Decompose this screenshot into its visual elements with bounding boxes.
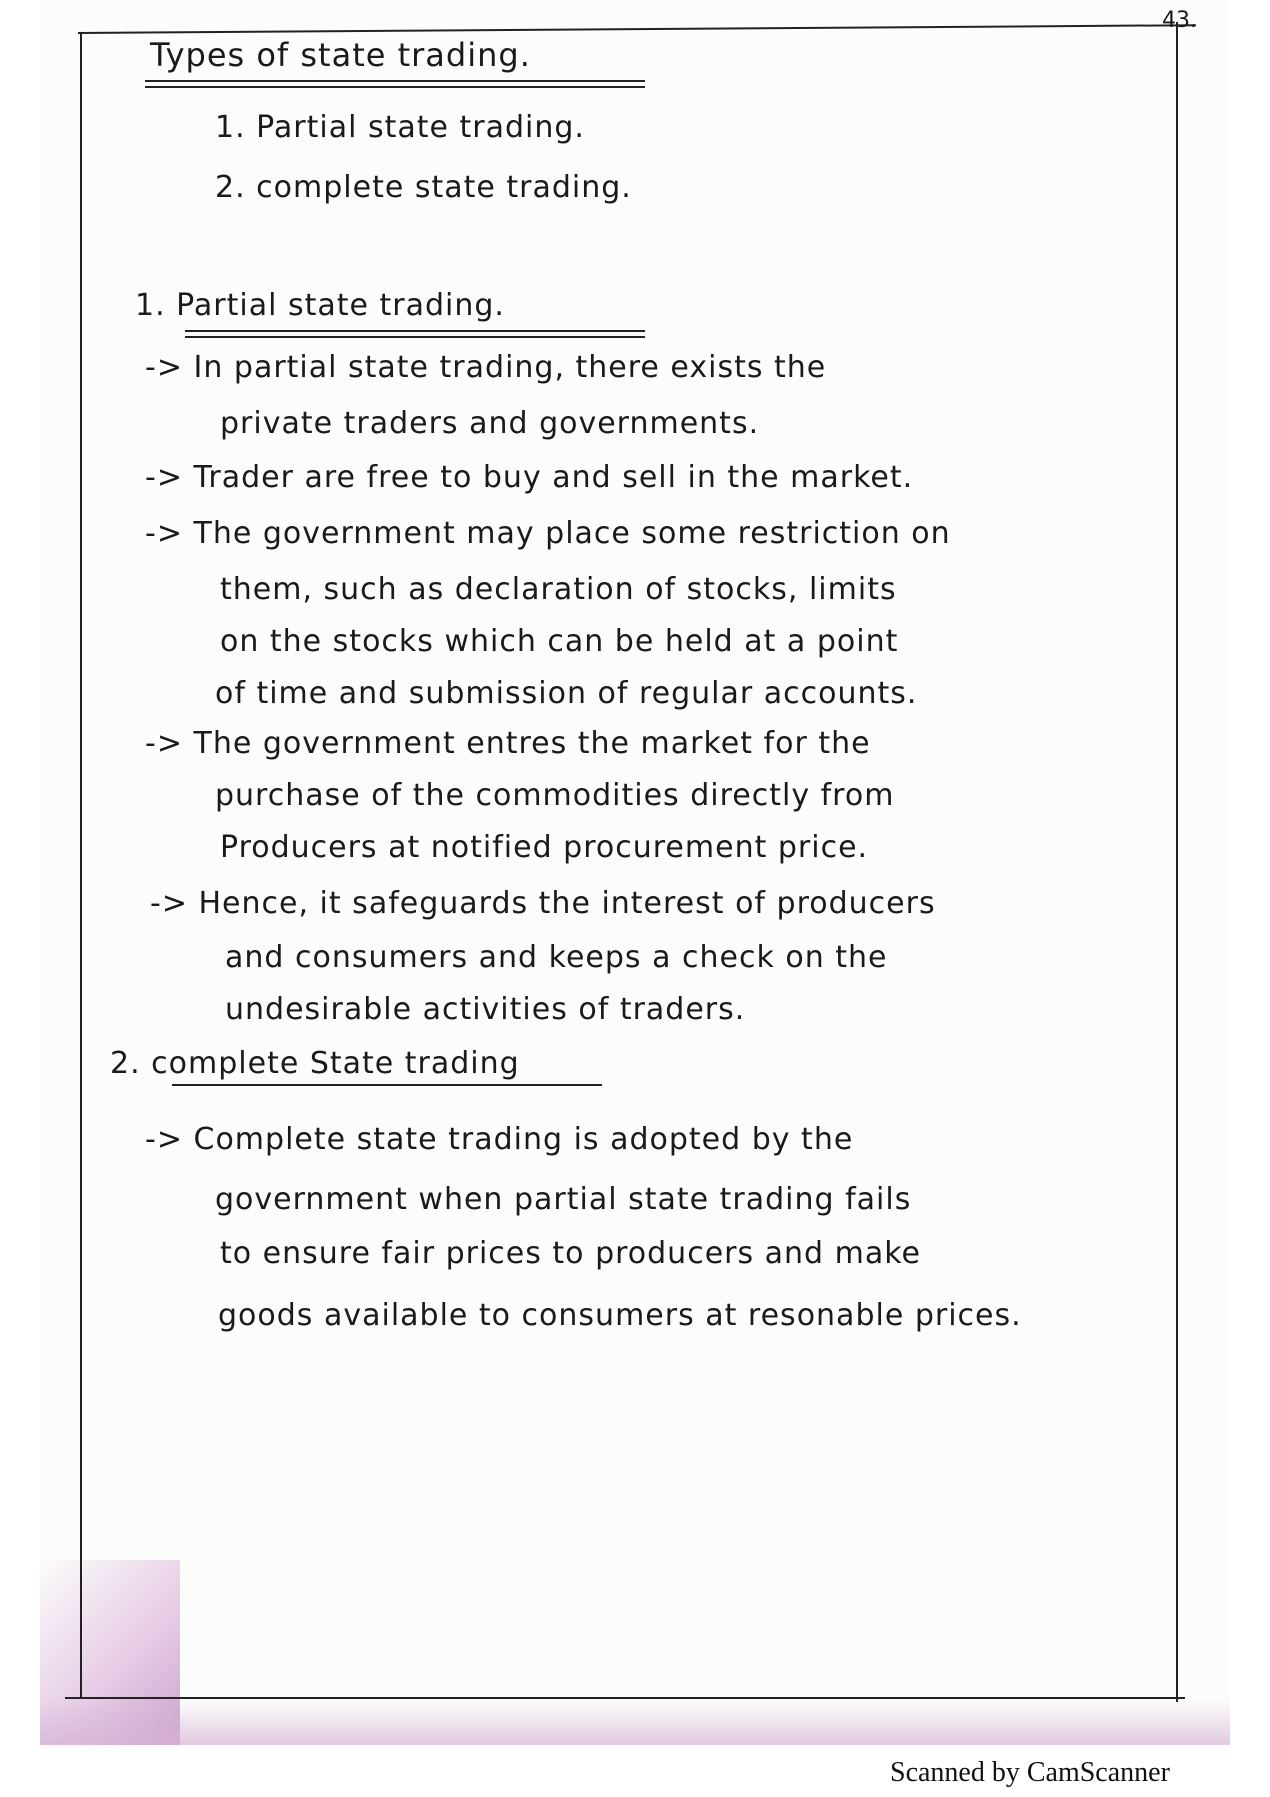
text-line: and consumers and keeps a check on the bbox=[225, 940, 888, 975]
text-line: -> Trader are free to buy and sell in the market. bbox=[145, 460, 914, 495]
type-item: 2. complete state trading. bbox=[215, 170, 632, 205]
margin-line-left bbox=[80, 32, 82, 1697]
notebook-page bbox=[40, 0, 1230, 1745]
heading-underline-2 bbox=[185, 336, 645, 338]
margin-line-right bbox=[1176, 22, 1178, 1702]
section-heading: 1. Partial state trading. bbox=[135, 288, 505, 323]
type-item: 1. Partial state trading. bbox=[215, 110, 585, 145]
text-line: -> The government may place some restriction on bbox=[145, 516, 951, 551]
heading-underline bbox=[185, 330, 645, 332]
text-line: undesirable activities of traders. bbox=[225, 992, 746, 1027]
text-line: goods available to consumers at resonable prices. bbox=[218, 1298, 1022, 1333]
text-line: -> Hence, it safeguards the interest of producers bbox=[150, 886, 936, 921]
title-underline-2 bbox=[145, 86, 645, 88]
margin-line-bottom bbox=[65, 1697, 1185, 1699]
text-line: -> In partial state trading, there exists the bbox=[145, 350, 827, 385]
text-line: them, such as declaration of stocks, limits bbox=[220, 572, 897, 607]
text-line: private traders and governments. bbox=[220, 406, 760, 441]
scanner-watermark: Scanned by CamScanner bbox=[890, 1757, 1170, 1788]
text-line: -> The government entres the market for the bbox=[145, 726, 871, 761]
text-line: purchase of the commodities directly from bbox=[215, 778, 895, 813]
page-title: Types of state trading. bbox=[150, 36, 531, 74]
section-heading: 2. complete State trading bbox=[110, 1046, 520, 1081]
text-line: -> Complete state trading is adopted by the bbox=[145, 1122, 854, 1157]
heading-underline bbox=[172, 1084, 602, 1086]
title-underline bbox=[145, 80, 645, 82]
text-line: on the stocks which can be held at a point bbox=[220, 624, 899, 659]
page-number: 43. bbox=[1162, 8, 1197, 33]
text-line: government when partial state trading fails bbox=[215, 1182, 912, 1217]
text-line: Producers at notified procurement price. bbox=[220, 830, 869, 865]
text-line: to ensure fair prices to producers and make bbox=[220, 1236, 921, 1271]
page-shadow-bottom bbox=[40, 1700, 1230, 1745]
text-line: of time and submission of regular accounts. bbox=[215, 676, 918, 711]
